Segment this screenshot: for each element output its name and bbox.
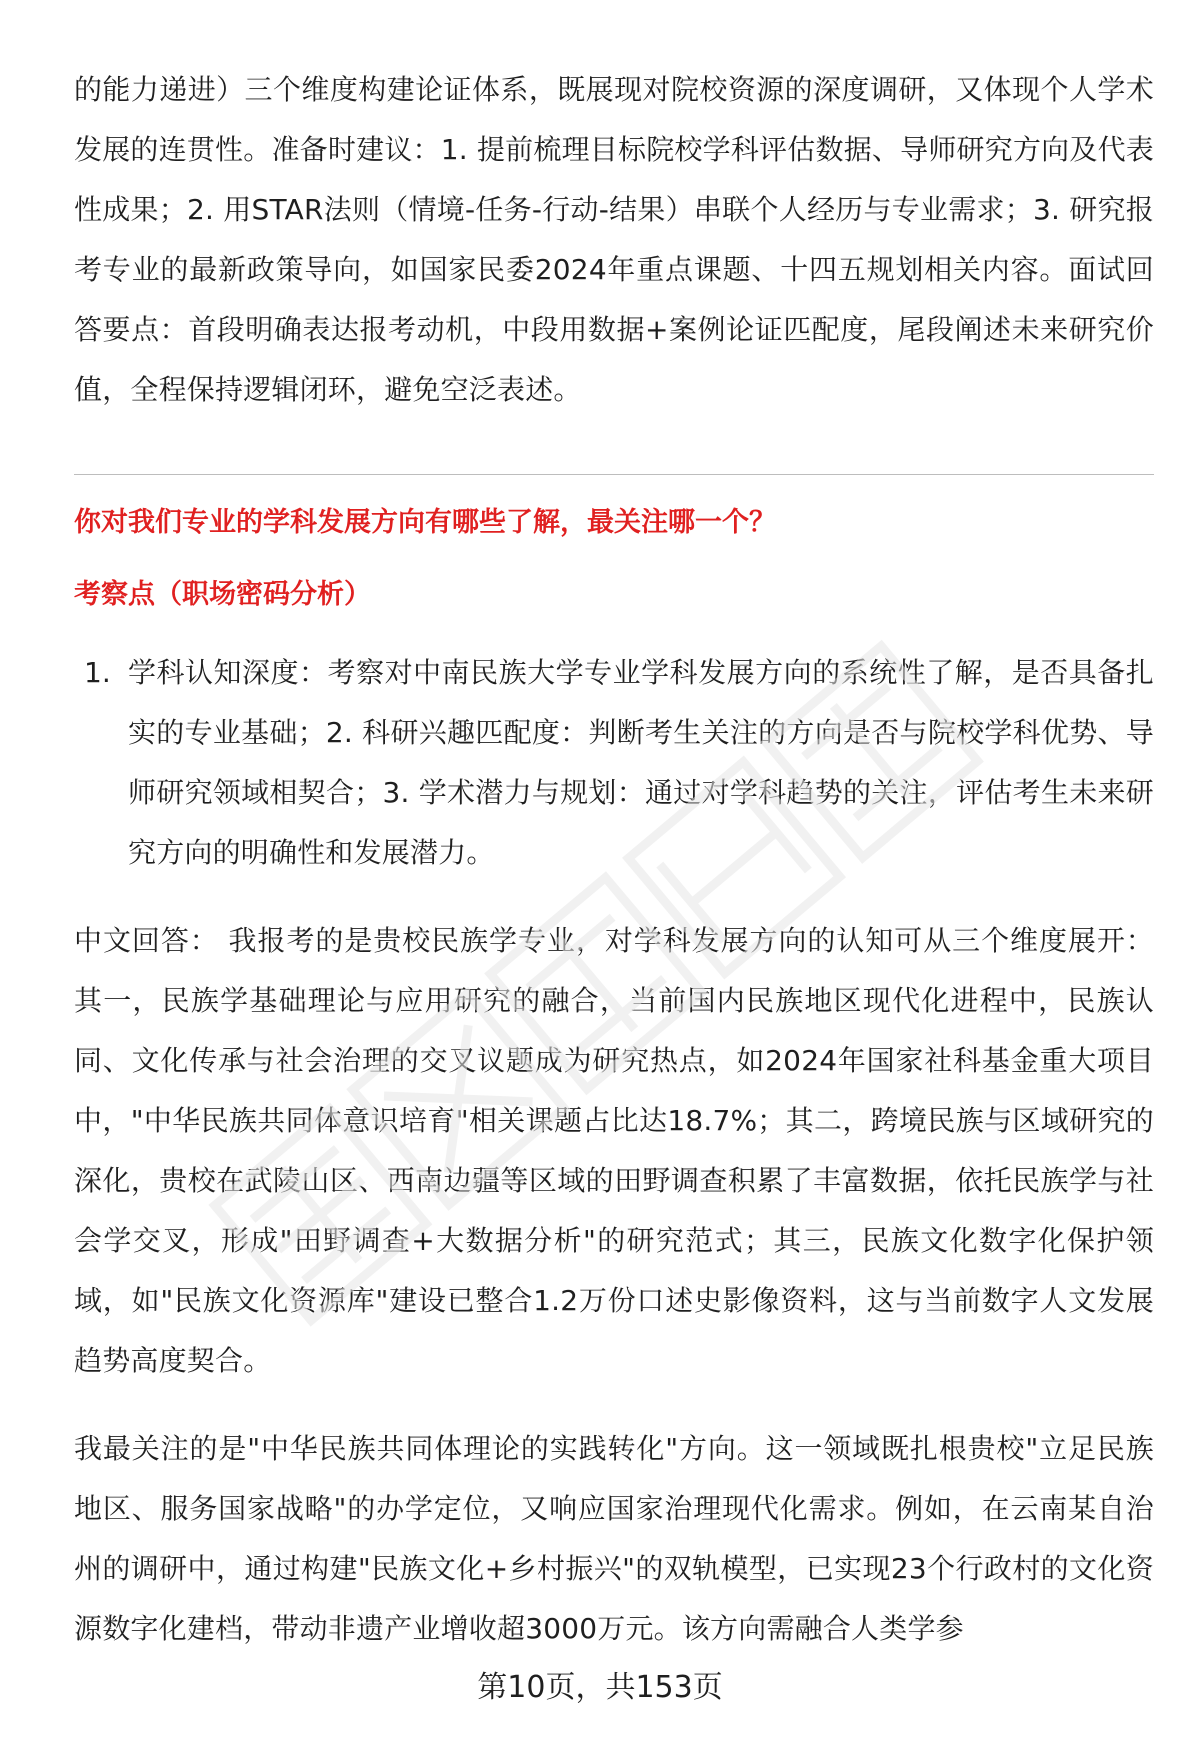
page-number-footer: 第10页，共153页 <box>477 1670 723 1705</box>
answer-paragraph-1: 中文回答： 我报考的是贵校民族学专业，对学科发展方向的认知可从三个维度展开：其一，民族学基础理论与应用研究的融合，当前国内民族地区现代化进程中，民族认同、文化传承与社会治理的交叉议题成为研究热点，如2024年国家社科基金重大项目中，"中华民族共同体意识培育"相关课题占比达18.7%；其二，跨境民族与区域研究的深化，贵校在武陵山区、西南边疆等区域的田野调查积累了丰富数据，依托民族学与社会学交叉，形成"田野调查+大数据分析"的研究范式；其三，民族文化数字化保护领域，如"民族文化资源库"建设已整合1.2万份口述史影像资料，这与当前数字人文发展趋势高度契合。 <box>74 924 1154 1377</box>
list-item-number: 1. <box>84 656 111 689</box>
question-heading: 你对我们专业的学科发展方向有哪些了解，最关注哪一个？ <box>74 507 776 538</box>
subheading-assessment-points: 考察点（职场密码分析） <box>74 579 371 610</box>
list-item <box>74 643 1154 883</box>
section-divider <box>74 474 1154 475</box>
continuation-paragraph: 的能力递进）三个维度构建论证体系，既展现对院校资源的深度调研，又体现个人学术发展的连贯性。准备时建议：1. 提前梳理目标院校学科评估数据、导师研究方向及代表性成果；2. 用STAR法则（情境-任务-行动-结果）串联个人经历与专业需求；3. 研究报考专业的最新政策导向，如国家民委2024年重点课题、十四五规划相关内容。面试回答要点：首段明确表达报考动机，中段用数据+案例论证匹配度，尾段阐述未来研究价值，全程保持逻辑闭环，避免空泛表述。 <box>74 73 1154 406</box>
document-page <box>74 60 1154 1659</box>
assessment-list <box>74 643 1154 883</box>
answer-paragraph-2: 我最关注的是"中华民族共同体理论的实践转化"方向。这一领域既扎根贵校"立足民族地区、服务国家战略"的办学定位，又响应国家治理现代化需求。例如，在云南某自治州的调研中，通过构建"民族文化+乡村振兴"的双轨模型，已实现23个行政村的文化资源数字化建档，带动非遗产业增收超3000万元。该方向需融合人类学参 <box>74 1432 1154 1645</box>
list-item-text: 学科认知深度：考察对中南民族大学专业学科发展方向的系统性了解，是否具备扎实的专业基础；2. 科研兴趣匹配度：判断考生关注的方向是否与院校学科优势、导师研究领域相契合；3. 学术潜力与规划：通过对学科趋势的关注，评估考生未来研究方向的明确性和发展潜力。 <box>128 656 1154 869</box>
